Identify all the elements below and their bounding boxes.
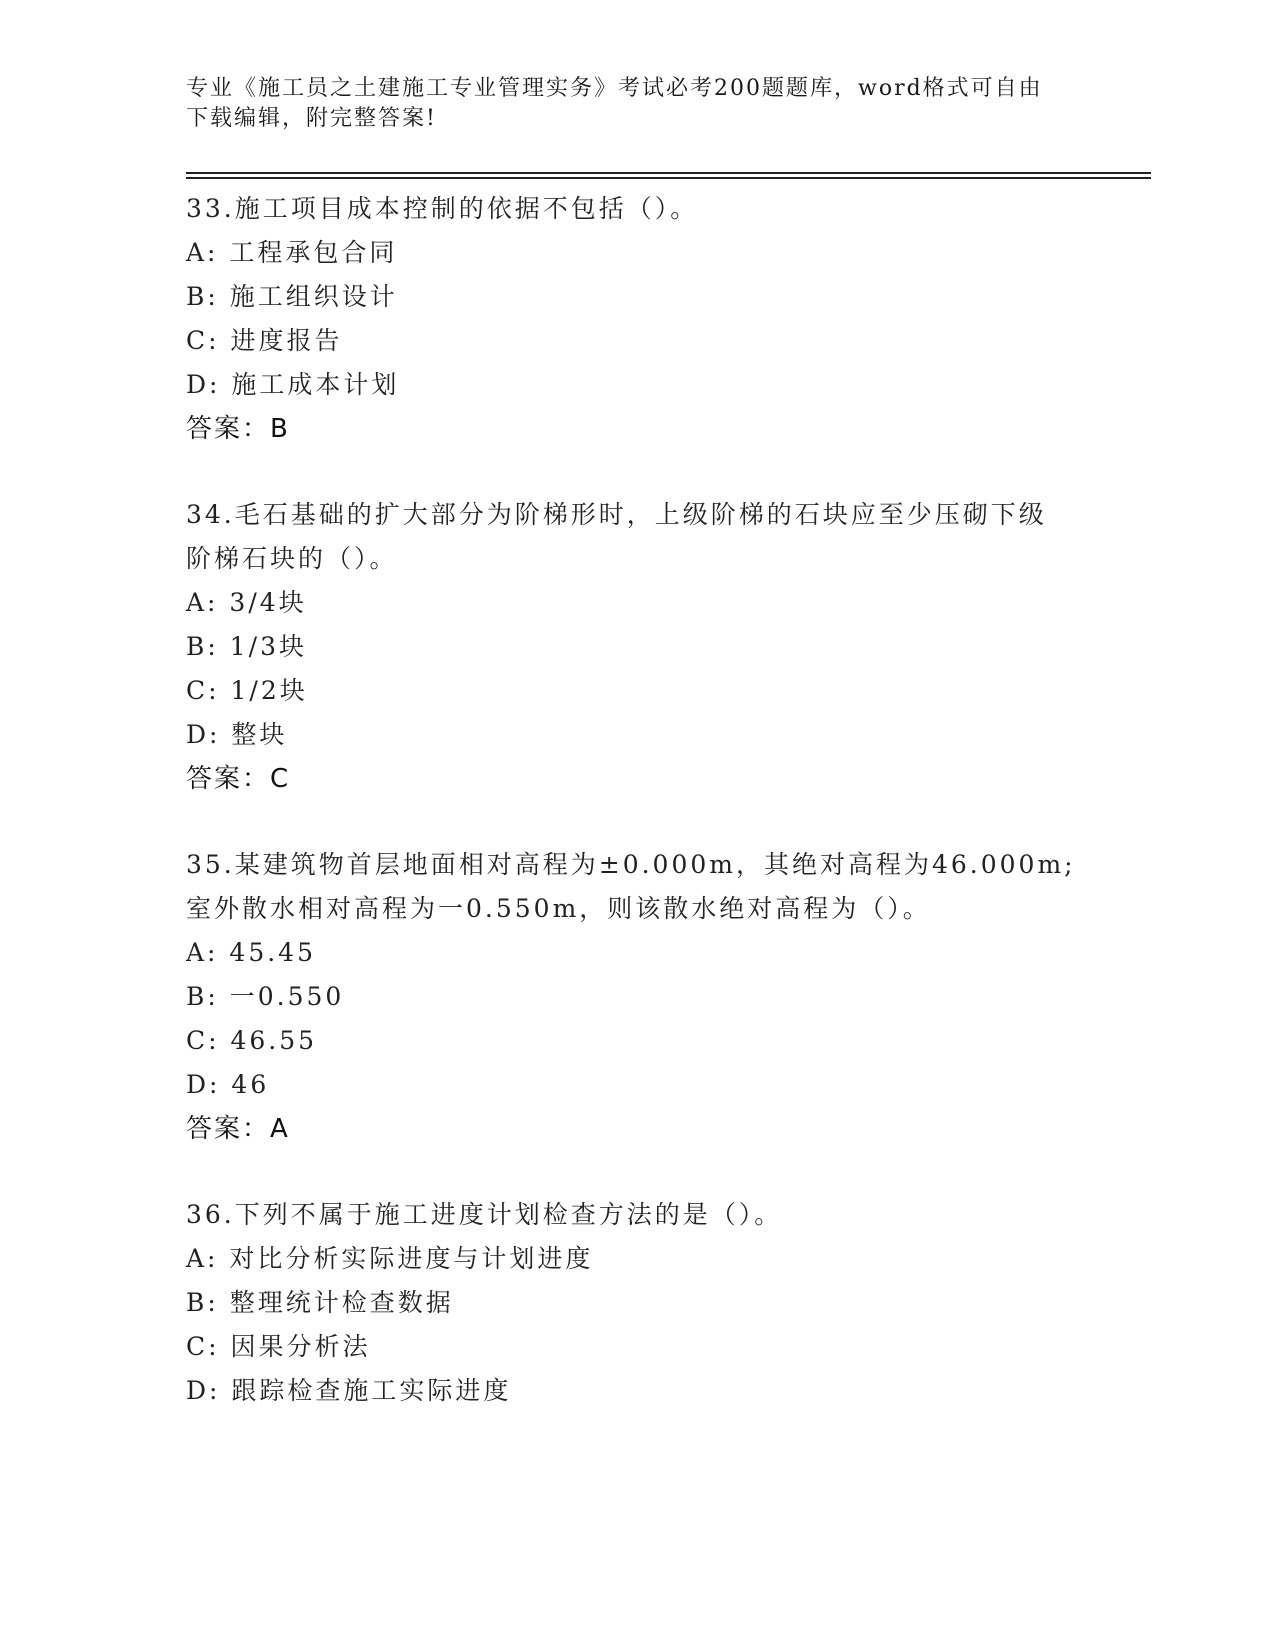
option-c: C: 进度报告 bbox=[186, 326, 343, 355]
answer-text: 答案：A bbox=[186, 1114, 290, 1144]
option-d: D: 跟踪检查施工实际进度 bbox=[186, 1376, 512, 1405]
option-b: B: 1/3块 bbox=[186, 632, 307, 661]
answer-text: 答案：B bbox=[186, 414, 290, 444]
question-text: 35.某建筑物首层地面相对高程为±0.000m，其绝对高程为46.000m; bbox=[186, 850, 1076, 879]
question-text-continued: 阶梯石块的（）。 bbox=[186, 544, 398, 573]
option-b: B: 整理统计检查数据 bbox=[186, 1288, 454, 1317]
option-c: C: 因果分析法 bbox=[186, 1332, 371, 1361]
option-a: A: 对比分析实际进度与计划进度 bbox=[186, 1244, 594, 1273]
header-rule-top bbox=[186, 172, 1151, 174]
option-a: A: 3/4块 bbox=[186, 588, 307, 617]
option-a: A: 45.45 bbox=[186, 938, 316, 967]
question-text-continued: 室外散水相对高程为一0.550m，则该散水绝对高程为（）。 bbox=[186, 894, 931, 923]
header-title-line-1: 专业《施工员之土建施工专业管理实务》考试必考200题题库，word格式可自由 bbox=[186, 76, 1043, 101]
option-c: C: 1/2块 bbox=[186, 676, 308, 705]
question-text: 33.施工项目成本控制的依据不包括（）。 bbox=[186, 194, 699, 223]
option-a: A: 工程承包合同 bbox=[186, 238, 398, 267]
option-d: D: 施工成本计划 bbox=[186, 370, 400, 399]
question-text: 36.下列不属于施工进度计划检查方法的是（）。 bbox=[186, 1200, 783, 1229]
option-d: D: 46 bbox=[186, 1070, 270, 1099]
option-d: D: 整块 bbox=[186, 720, 288, 749]
header-rule-bottom bbox=[186, 177, 1151, 179]
answer-text: 答案：C bbox=[186, 764, 291, 794]
option-b: B: 一0.550 bbox=[186, 982, 345, 1011]
question-text: 34.毛石基础的扩大部分为阶梯形时，上级阶梯的石块应至少压砌下级 bbox=[186, 500, 1047, 529]
option-c: C: 46.55 bbox=[186, 1026, 318, 1055]
option-b: B: 施工组织设计 bbox=[186, 282, 398, 311]
header-title-line-2: 下载编辑，附完整答案! bbox=[186, 106, 437, 131]
